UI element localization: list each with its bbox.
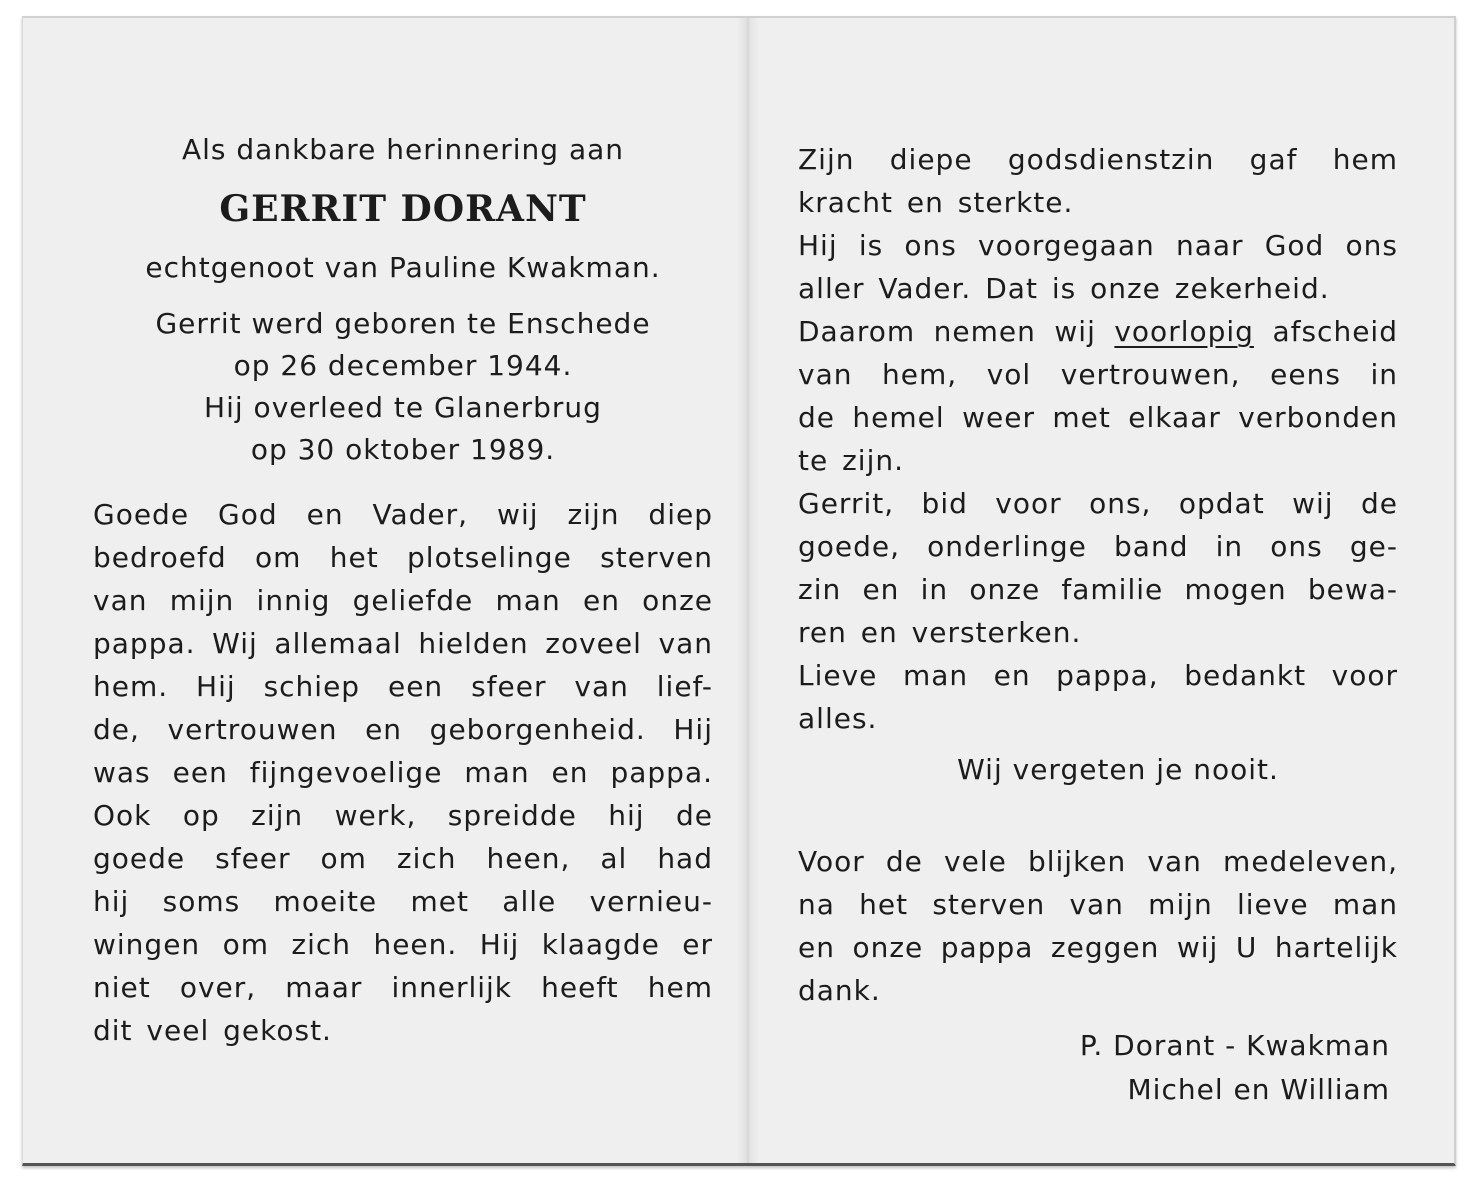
lieve-line: Lieve man en pappa, bedankt voor xyxy=(798,659,1398,692)
prayer-line: bedroefd om het plotselinge sterven xyxy=(93,541,713,574)
faith-line: Zijn diepe godsdienstzin gaf hem xyxy=(798,143,1398,176)
bid-line: ren en versterken. xyxy=(798,616,1082,649)
right-paragraphs xyxy=(798,138,1398,740)
thanks-line: dank. xyxy=(798,974,881,1007)
lieve-line: alles. xyxy=(798,702,878,735)
thanks-paragraph xyxy=(798,840,1398,1012)
memorial-card xyxy=(22,16,1456,1166)
bid-line: zin en in onze familie mogen bewa- xyxy=(798,573,1398,606)
farewell-post: afscheid xyxy=(1272,315,1398,348)
farewell-line: de hemel weer met elkaar verbonden xyxy=(798,401,1398,434)
farewell-pre: Daarom nemen wij xyxy=(798,315,1096,348)
prayer-line: Goede God en Vader, wij zijn diep xyxy=(93,498,713,531)
prayer-line: was een fijngevoelige man en pappa. xyxy=(93,756,713,789)
farewell-line: te zijn. xyxy=(798,444,905,477)
thanks-line: Voor de vele blijken van medeleven, xyxy=(798,845,1398,878)
prayer-line: Ook op zijn werk, spreidde hij de xyxy=(93,799,713,832)
deceased-name: GERRIT DORANT xyxy=(219,188,587,230)
farewell-first-line xyxy=(798,310,1398,353)
farewell-line: van hem, vol vertrouwen, eens in xyxy=(798,358,1398,391)
birth-date-line: op 26 december 1944. xyxy=(233,349,573,382)
faith-line: kracht en sterkte. xyxy=(798,186,1074,219)
card-fold xyxy=(737,18,759,1163)
signature-line: P. Dorant - Kwakman xyxy=(1079,1029,1390,1062)
bid-line: Gerrit, bid voor ons, opdat wij de xyxy=(798,487,1398,520)
bid-line: goede, onderlinge band in ons ge- xyxy=(798,530,1398,563)
thanks-line: en onze pappa zeggen wij U hartelijk xyxy=(798,931,1398,964)
prayer-paragraph xyxy=(93,493,713,1052)
signature-block xyxy=(798,1024,1398,1112)
never-forget-text: Wij vergeten je nooit. xyxy=(957,753,1279,786)
prayer-line: van mijn innig geliefde man en onze xyxy=(93,584,713,617)
prayer-line: wingen om zich heen. Hij klaagde er xyxy=(93,928,713,961)
birth-line: Gerrit werd geboren te Enschede xyxy=(155,307,651,340)
intro-text: Als dankbare herinnering aan xyxy=(181,133,625,166)
underlined-word: voorlopig xyxy=(1114,315,1254,348)
signature-line: Michel en William xyxy=(1127,1073,1390,1106)
prayer-line: goede sfeer om zich heen, al had xyxy=(93,842,713,875)
god-line: aller Vader. Dat is onze zekerheid. xyxy=(798,272,1330,305)
left-page xyxy=(93,18,713,1052)
prayer-line: hem. Hij schiep een sfeer van lief- xyxy=(93,670,713,703)
prayer-line: hij soms moeite met alle vernieu- xyxy=(93,885,713,918)
death-line: Hij overleed te Glanerbrug xyxy=(204,391,602,424)
spouse-text: echtgenoot van Pauline Kwakman. xyxy=(145,251,661,284)
prayer-line: niet over, maar innerlijk heeft hem xyxy=(93,971,713,1004)
prayer-line: de, vertrouwen en geborgenheid. Hij xyxy=(93,713,713,746)
prayer-line: pappa. Wij allemaal hielden zoveel van xyxy=(93,627,713,660)
right-page xyxy=(798,18,1398,1112)
god-line: Hij is ons voorgegaan naar God ons xyxy=(798,229,1398,262)
death-date-line: op 30 oktober 1989. xyxy=(250,433,556,466)
birth-death-info xyxy=(93,303,713,471)
prayer-line: dit veel gekost. xyxy=(93,1014,332,1047)
thanks-line: na het sterven van mijn lieve man xyxy=(798,888,1398,921)
